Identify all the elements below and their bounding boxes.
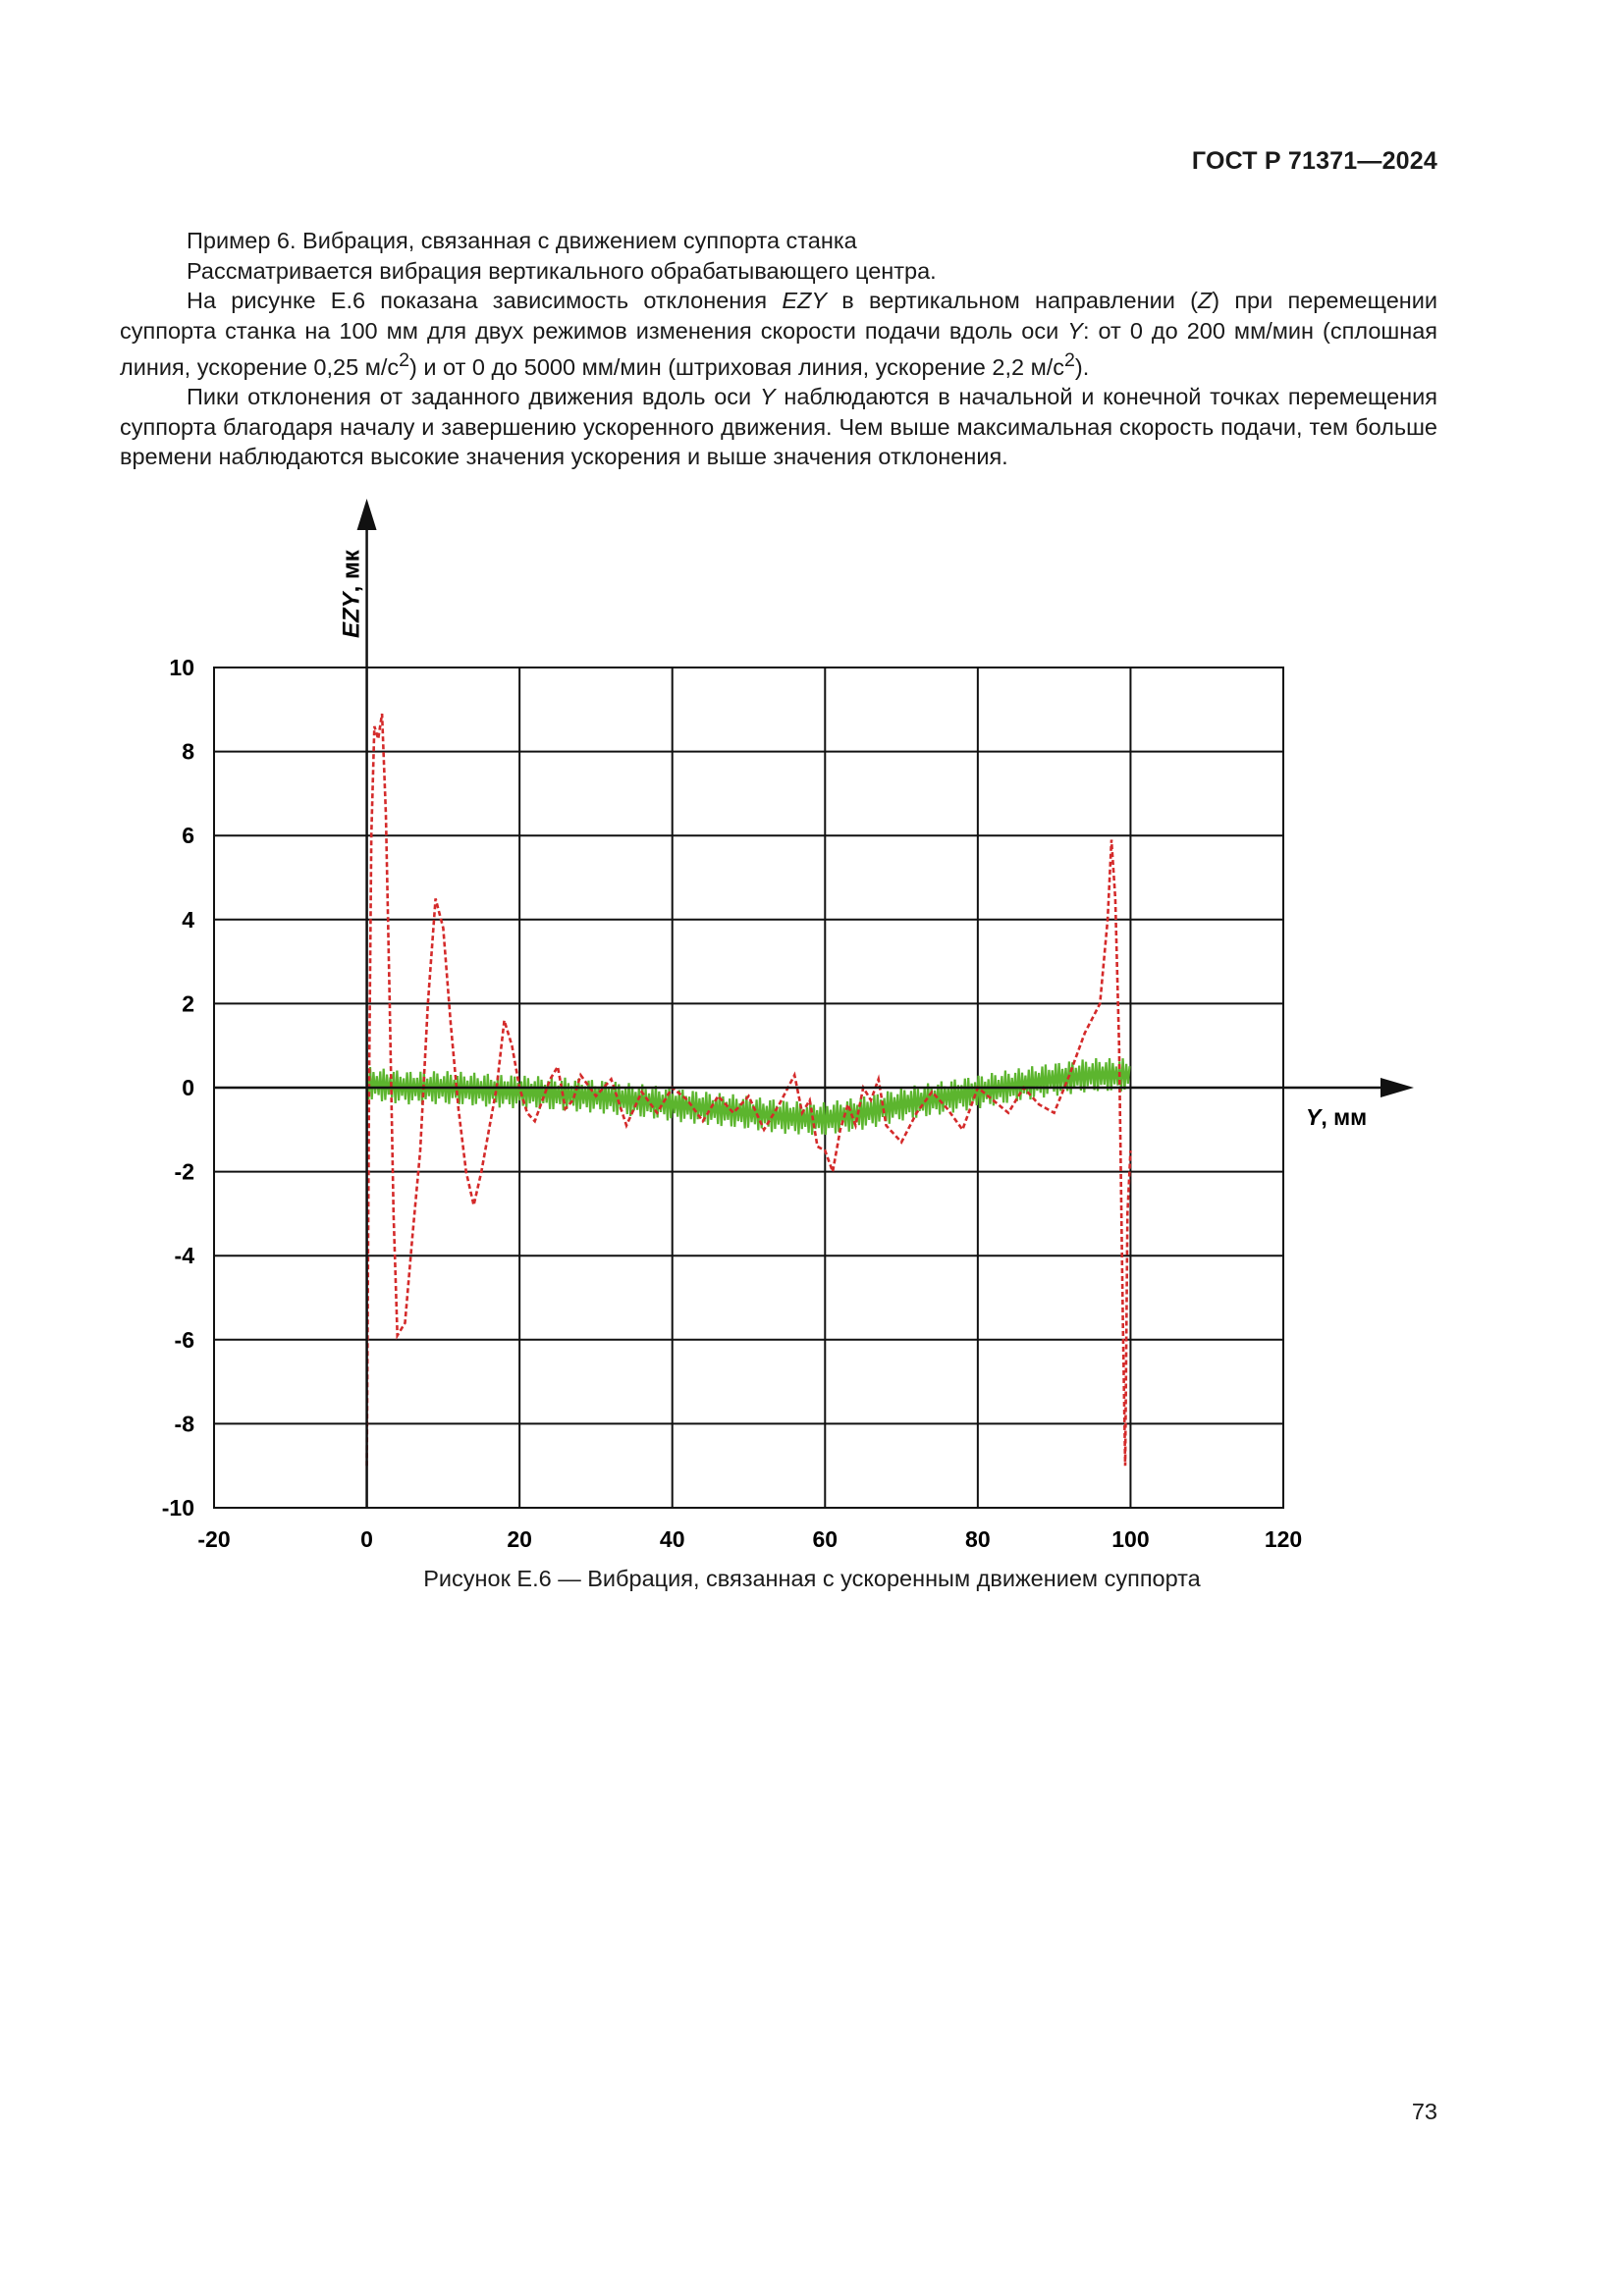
vibration-chart bbox=[147, 491, 1424, 1590]
figure-caption: Рисунок Е.6 — Вибрация, связанная с ускоренным движением суппорта bbox=[423, 1566, 1201, 1591]
document-id: ГОСТ Р 71371—2024 bbox=[1191, 147, 1437, 175]
y-tick-label: -6 bbox=[174, 1326, 194, 1353]
y-tick-label: 10 bbox=[169, 655, 194, 680]
y-tick-label: 4 bbox=[182, 906, 194, 933]
y-tick-label: 6 bbox=[182, 823, 194, 849]
x-axis-arrow-icon bbox=[1380, 1078, 1414, 1097]
paragraph-subject: Рассматривается вибрация вертикального обрабатывающего центра. bbox=[187, 257, 937, 284]
x-tick-label: 80 bbox=[965, 1526, 991, 1552]
x-tick-label: 60 bbox=[812, 1526, 839, 1552]
y-tick-label: -10 bbox=[161, 1495, 194, 1521]
x-axis-title: Y, мм bbox=[1306, 1104, 1368, 1130]
y-axis-title: EZY, мк bbox=[338, 550, 365, 638]
y-tick-label: -8 bbox=[174, 1411, 194, 1437]
x-tick-label: 120 bbox=[1264, 1526, 1303, 1552]
x-tick-label: -20 bbox=[197, 1526, 231, 1552]
figure-e6 bbox=[147, 491, 1424, 1590]
paragraph-example: Пример 6. Вибрация, связанная с движением суппорта станка bbox=[187, 228, 857, 253]
x-tick-label: 40 bbox=[659, 1526, 685, 1552]
paragraph-peaks-explanation: Пики отклонения от заданного движения вдоль оси Y наблюдаются в начальной и конечной точках перемещения суппорта благодаря началу и завершению ускоренного движения. Чем выше максимальная скорость подачи, тем больше времени наблюдаются высокие значения ускорения и выше значения отклонения. bbox=[120, 384, 1437, 470]
x-tick-label: 20 bbox=[507, 1526, 532, 1552]
page-number: 73 bbox=[1411, 2099, 1437, 2124]
paragraph-figure-description: На рисунке Е.6 показана зависимость отклонения EZY в вертикальном направлении (Z) при перемещении суппорта станка на 100 мм для двух режимов изменения скорости подачи вдоль оси Y: от 0 до 200 мм/мин (сплошная линия, ускорение 0,25 $м/с^2$) и от 0 до 5000 мм/мин (штриховая линия, ускорение 2,2 $м/с^2$). bbox=[120, 288, 1438, 380]
body-text bbox=[120, 226, 1437, 472]
y-tick-label: -4 bbox=[174, 1243, 194, 1269]
x-tick-label: 100 bbox=[1111, 1526, 1150, 1552]
y-axis-arrow-icon bbox=[357, 499, 377, 530]
y-tick-label: 0 bbox=[182, 1075, 194, 1100]
y-tick-label: 2 bbox=[182, 990, 194, 1017]
x-tick-label: 0 bbox=[360, 1526, 373, 1552]
y-tick-label: 8 bbox=[182, 738, 194, 765]
y-tick-label: -2 bbox=[174, 1158, 194, 1185]
